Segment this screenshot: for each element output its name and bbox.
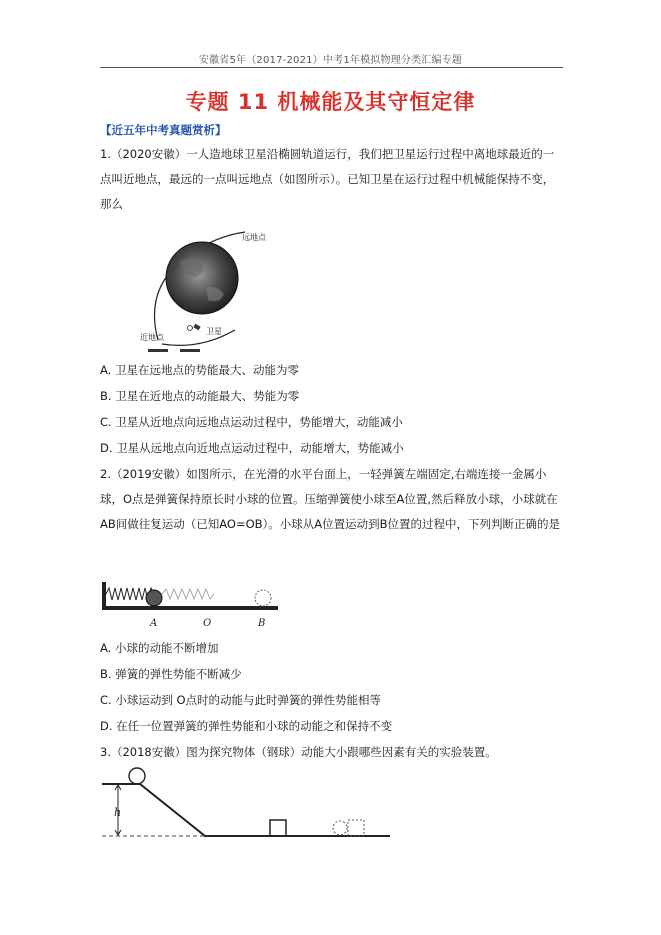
q2-option-d: D. 在任一位置弹簧的弹性势能和小球的动能之和保持不变 [100,719,393,733]
q1-option-a: A. 卫星在远地点的势能最大、动能为零 [100,363,299,377]
section-heading: 【近五年中考真题赏析】 [100,123,227,137]
header-divider [100,67,563,68]
q2-option-a: A. 小球的动能不断增加 [100,641,219,655]
satellite-label: 卫星 [206,327,222,336]
block-final-position [348,820,364,836]
q2-stem: 2.（2019安徽）如图所示，在光滑的水平台面上，一轻弹簧左端固定,右端连接一金属小球，O点是弹簧保持原长时小球的位置。压缩弹簧使小球至A位置,然后释放小球，小球就在AB间做往复运动（已知AO=OB）。小球从A位置运动到B位置的过程中，下列判断正确的是 [100,467,561,531]
label-b: B [258,618,266,629]
q1-option-d: D. 卫星从远地点向近地点运动过程中，动能增大，势能减小 [100,441,404,455]
satellite-shape [193,324,200,330]
q1-option-b: B. 卫星在近地点的动能最大、势能为零 [100,389,300,403]
q3-stem: 3.（2018安徽）图为探究物体（钢球）动能大小跟哪些因素有关的实验装置。 [100,745,497,759]
page-header: 安徽省5年（2017-2021）中考1年模拟物理分类汇编专题 [198,55,463,66]
far-point-label: 远地点 [242,233,266,242]
earth-shape [166,242,238,314]
ball-at-b [255,590,271,606]
label-a: A [150,618,158,629]
label-o: O [203,618,212,629]
q1-stem: 1.（2020安徽）一人造地球卫星沿椭圆轨道运行，我们把卫星运行过程中离地球最近的一点叫近地点，最远的一点叫远地点（如图所示）。已知卫星在运行过程中机械能保持不变，那么 [100,147,555,211]
incline-experiment-figure [100,766,400,840]
q1-option-c: C. 卫星从近地点向远地点运动过程中，势能增大，动能减小 [100,415,403,429]
page-title: 专题 11 机械能及其守恒定律 [185,90,476,114]
q2-option-b: B. 弹簧的弹性势能不断减少 [100,667,242,681]
wood-block [270,820,286,836]
steel-ball [129,768,145,784]
q2-option-c: C. 小球运动到 O点时的动能与此时弹簧的弹性势能相等 [100,693,382,707]
near-point-label: 近地点 [140,333,164,342]
ball-at-a [146,590,162,606]
spring-ball-figure [100,580,280,630]
satellite-orbit-figure [140,222,272,354]
height-label: h [114,806,122,819]
